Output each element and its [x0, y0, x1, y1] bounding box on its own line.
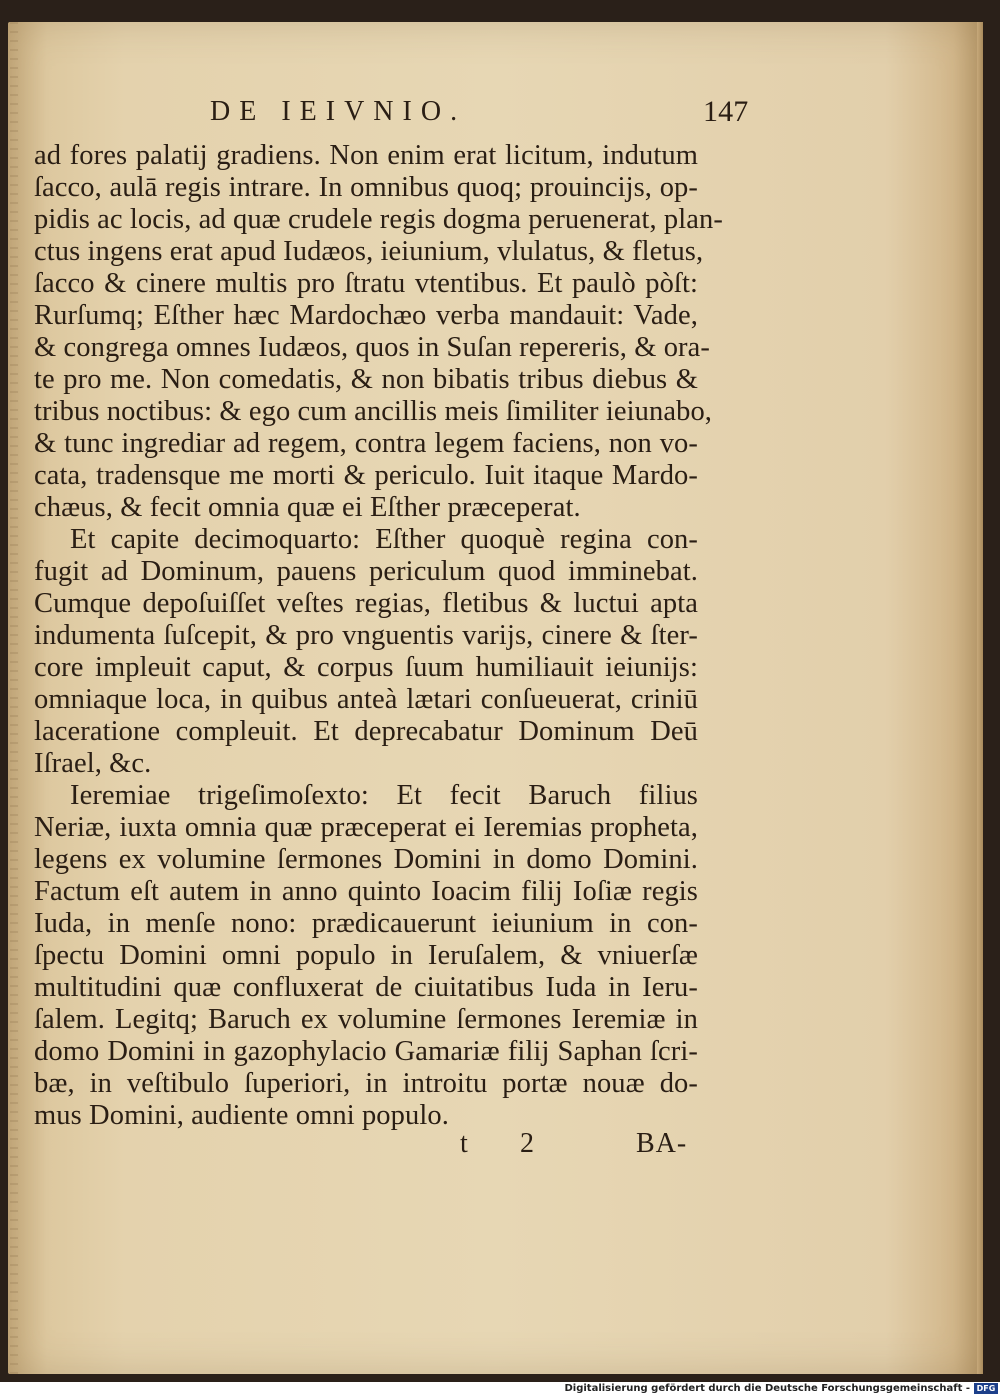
funding-notice: Digitalisierung gefördert durch die Deutsche Forschungsgemeinschaft - [564, 1383, 970, 1394]
text-line: legens ex volumine ſermones Domini in domo Domini. [34, 844, 698, 875]
text-line: ſacco & cinere multis pro ſtratu vtentibus. Et paulò pòſt: [34, 268, 698, 299]
text-line: multitudini quæ confluxerat de ciuitatibus Iuda in Ieru- [34, 972, 698, 1003]
text-line: Rurſumq; Eſther hæc Mardochæo verba mandauit: Vade, [34, 300, 698, 331]
text-line: domo Domini in gazophylacio Gamariæ filij Saphan ſcri- [34, 1036, 698, 1067]
signature-number: 2 [520, 1128, 535, 1159]
signature-line [460, 1128, 700, 1164]
text-line: ſalem. Legitq; Baruch ex volumine ſermones Ieremiæ in [34, 1004, 698, 1035]
text-line: & congrega omnes Iudæos, quos in Suſan repereris, & ora- [34, 332, 710, 363]
text-line: chæus, & fecit omnia quæ ei Eſther præceperat. [34, 492, 581, 523]
page-number: 147 [703, 95, 749, 128]
text-line: ctus ingens erat apud Iudæos, ieiunium, vlulatus, & fletus, [34, 236, 704, 267]
text-line: Cumque depoſuiſſet veſtes regias, fletibus & luctui apta [34, 588, 698, 619]
paragraph-first-line: Ieremiae trigeſimoſexto: Et fecit Baruch filius [70, 780, 698, 811]
text-line: pidis ac locis, ad quæ crudele regis dogma peruenerat, plan- [34, 204, 723, 235]
text-line: laceratione compleuit. Et deprecabatur Dominum Deū [34, 716, 698, 747]
signature-mark: t [460, 1128, 468, 1159]
digitization-footer [0, 1382, 1000, 1396]
text-line: tribus noctibus: & ego cum ancillis meis ſimiliter ieiunabo, [34, 396, 713, 427]
text-line: cata, tradensque me morti & periculo. Iuit itaque Mardo- [34, 460, 698, 491]
text-line: & tunc ingrediar ad regem, contra legem faciens, non vo- [34, 428, 698, 459]
text-line: core impleuit caput, & corpus ſuum humiliauit ieiunijs: [34, 652, 698, 683]
page-fore-edge [977, 22, 983, 1374]
text-line: fugit ad Dominum, pauens periculum quod imminebat. [34, 556, 698, 587]
text-line: mus Domini, audiente omni populo. [34, 1100, 449, 1131]
dfg-logo: DFG [974, 1383, 998, 1394]
paragraph-first-line: Et capite decimoquarto: Eſther quoquè regina con- [70, 524, 698, 555]
text-line: ad fores palatij gradiens. Non enim erat licitum, indutum [34, 140, 698, 171]
text-line: bæ, in veſtibulo ſuperiori, in introitu portæ nouæ do- [34, 1068, 698, 1099]
running-head: DE IEIVNIO. [210, 96, 467, 127]
text-line: te pro me. Non comedatis, & non bibatis tribus diebus & [34, 364, 698, 395]
text-line: indumenta ſuſcepit, & pro vnguentis varijs, cinere & ſter- [34, 620, 698, 651]
text-line: ſpectu Domini omni populo in Ieruſalem, & vniuerſæ [34, 940, 698, 971]
catchword: BA- [636, 1128, 688, 1159]
text-line: Neriæ, iuxta omnia quæ præceperat ei Ieremias propheta, [34, 812, 698, 843]
text-line: ſacco, aulā regis intrare. In omnibus quoq; prouincijs, op- [34, 172, 698, 203]
text-line: omniaque loca, in quibus anteà lætari conſueuerat, criniū [34, 684, 698, 715]
text-line: Factum eſt autem in anno quinto Ioacim filij Ioſiæ regis [34, 876, 698, 907]
text-line: Iuda, in menſe nono: prædicauerunt ieiunium in con- [34, 908, 698, 939]
spine-edge [10, 22, 18, 1374]
text-line: Iſrael, &c. [34, 748, 152, 779]
